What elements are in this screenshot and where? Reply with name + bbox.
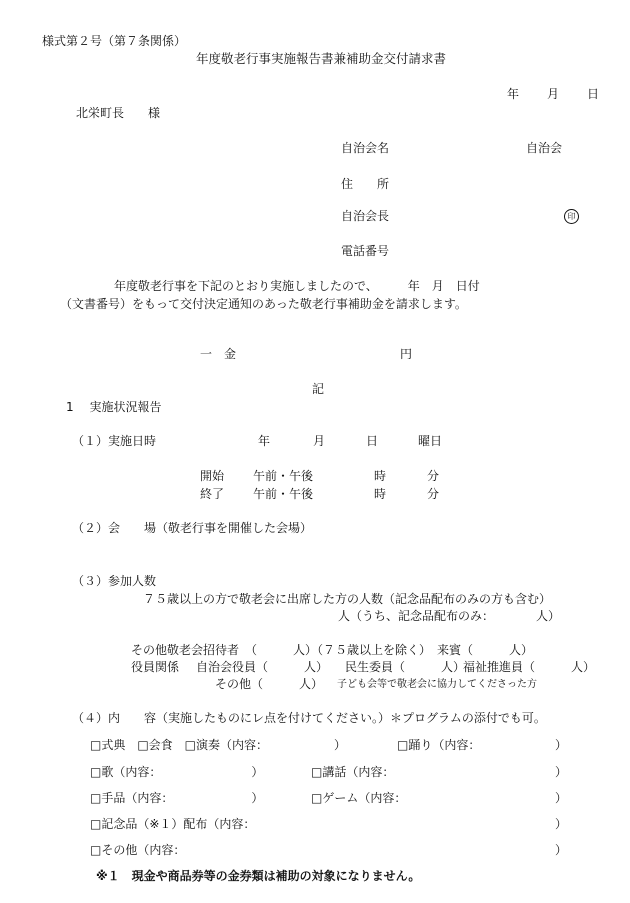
event-year: 年 — [258, 434, 271, 448]
footnote: ※１ 現金や商品券等の金券類は補助の対象になりません。 — [96, 869, 421, 883]
date-year-label: 年 — [507, 87, 520, 101]
amount-prefix: 一 金 — [200, 347, 237, 361]
phone-label: 電話番号 — [341, 244, 390, 258]
content-row1-right: □踊り（内容： — [397, 738, 481, 752]
participants-label: （３）参加人数 — [72, 574, 157, 588]
content-row3-right: □ゲーム（内容： — [311, 791, 407, 805]
request-text-line1: 年度敬老行事を下記のとおり実施しましたので、 年 月 日付 — [114, 279, 480, 293]
start-min: 分 — [427, 469, 440, 483]
participants-line2: 人（うち、記念品配布のみ： 人） — [338, 609, 561, 623]
officers-welfare-promoter: 福祉推進員（ 人） — [463, 660, 596, 674]
document-title: 年度敬老行事実施報告書兼補助金交付請求書 — [196, 51, 447, 66]
officers-welfare-commissioner: 民生委員（ 人） — [345, 660, 466, 674]
ki-marker: 記 — [312, 382, 325, 396]
amount-unit: 円 — [400, 347, 413, 361]
content-row4: □記念品（※１）配布（内容： — [90, 817, 256, 831]
officers-assoc: 自治会役員（ 人） — [196, 660, 329, 674]
participants-line1: ７５歳以上の方で敬老会に出席した方の人数（記念品配布のみの方も含む） — [143, 592, 552, 606]
end-ampm: 午前・午後 — [253, 487, 314, 501]
event-weekday: 曜日 — [418, 434, 443, 448]
address-label: 住 所 — [341, 177, 390, 191]
date-month-label: 月 — [547, 87, 560, 101]
content-row5: □その他（内容： — [90, 843, 186, 857]
end-min: 分 — [427, 487, 440, 501]
leader-label: 自治会長 — [341, 209, 390, 223]
seal-mark — [564, 208, 579, 224]
content-row1-close: ） — [555, 738, 568, 752]
content-row1-left: □式典 □会食 □演奏（内容： ） — [90, 738, 347, 752]
content-row3-close: ） — [555, 791, 568, 805]
content-row2-close: ） — [555, 765, 568, 779]
date-label: （１）実施日時 — [72, 434, 157, 448]
date-day-label: 日 — [587, 87, 600, 101]
event-day: 日 — [366, 434, 379, 448]
addressee: 北栄町長 様 — [76, 106, 161, 120]
officers-label: 役員関係 — [131, 660, 180, 674]
other-helpers: その他（ 人） — [215, 677, 324, 691]
assoc-name-label: 自治会名 — [341, 141, 390, 155]
assoc-suffix: 自治会 — [526, 141, 563, 155]
content-row5-close: ） — [555, 843, 568, 857]
content-row4-close: ） — [555, 817, 568, 831]
end-hour: 時 — [374, 487, 387, 501]
content-row3-left: □手品（内容： ） — [90, 791, 264, 805]
start-label: 開始 — [200, 469, 225, 483]
start-ampm: 午前・午後 — [253, 469, 314, 483]
content-label: （４）内 容（実施したものにレ点を付けてください。）＊プログラムの添付でも可。 — [72, 711, 546, 725]
seal-icon: 印 — [564, 209, 579, 224]
other-invitees: その他敬老会招待者 （ 人）（７５歳以上を除く） 来賓（ 人） — [131, 643, 534, 657]
request-text-line2: （文書番号）をもって交付決定通知のあった敬老行事補助金を請求します。 — [60, 297, 467, 311]
event-month: 月 — [313, 434, 326, 448]
content-row2-left: □歌（内容： ） — [90, 765, 264, 779]
end-label: 終了 — [200, 487, 225, 501]
section-heading: 1 実施状況報告 — [66, 400, 162, 414]
content-row2-right: □講話（内容： — [311, 765, 395, 779]
start-hour: 時 — [374, 469, 387, 483]
venue-label: （２）会 場（敬老行事を開催した会場） — [72, 521, 313, 535]
other-helpers-note: 子ども会等で敬老会に協力してくださった方 — [337, 679, 537, 690]
form-number: 様式第２号（第７条関係） — [42, 34, 187, 48]
